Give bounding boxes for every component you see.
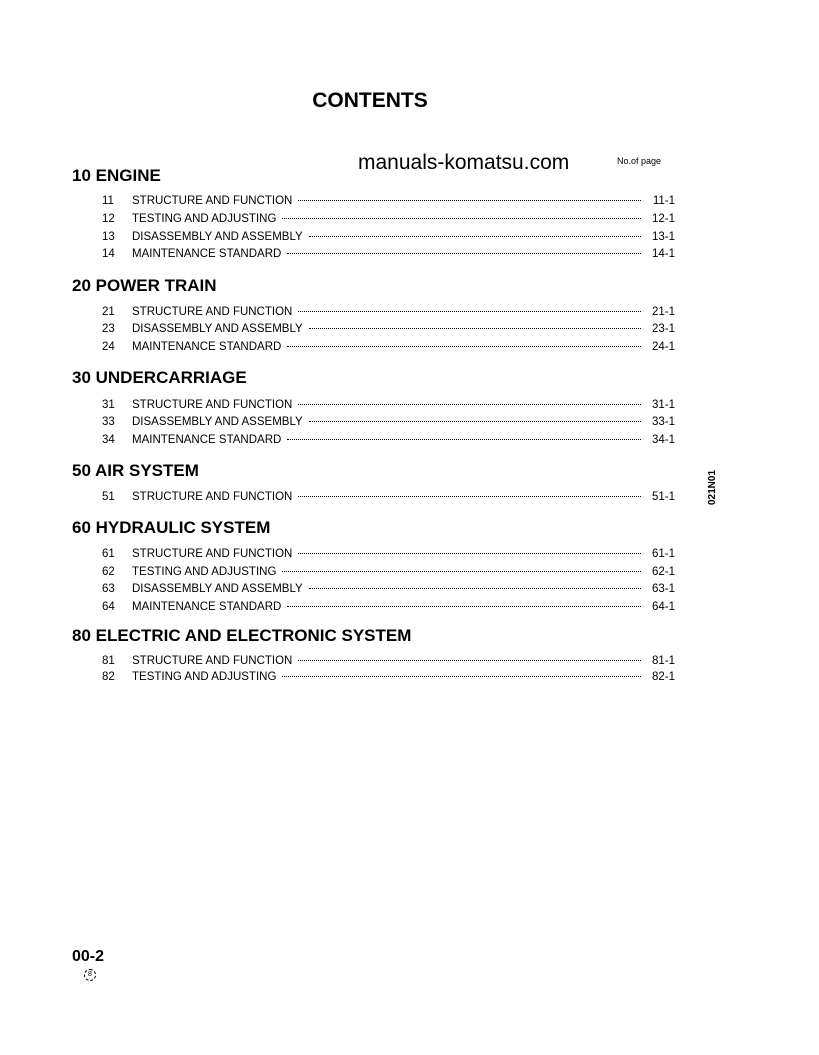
entry-number: 33 <box>102 416 115 428</box>
entry-number: 11 <box>102 195 114 207</box>
dot-leader <box>298 553 641 554</box>
toc-entry <box>102 566 675 578</box>
entry-title: DISASSEMBLY AND ASSEMBLY <box>132 231 303 243</box>
entry-title: STRUCTURE AND FUNCTION <box>132 306 293 318</box>
dot-leader <box>287 253 641 254</box>
toc-entry <box>102 231 675 243</box>
entry-page: 12-1 <box>651 213 675 225</box>
entry-page: 14-1 <box>651 248 675 260</box>
entry-number: 34 <box>102 434 115 446</box>
dot-leader <box>298 496 641 497</box>
toc-entry <box>102 248 675 260</box>
toc-entry <box>102 416 675 428</box>
dot-leader <box>298 660 641 661</box>
entry-title: DISASSEMBLY AND ASSEMBLY <box>132 416 303 428</box>
entry-page: 31-1 <box>651 399 675 411</box>
entry-page: 21-1 <box>651 306 675 318</box>
dot-leader <box>309 236 641 237</box>
dot-leader <box>282 218 641 219</box>
entry-number: 14 <box>102 248 115 260</box>
entry-title: TESTING AND ADJUSTING <box>132 671 277 683</box>
entry-page: 62-1 <box>651 566 675 578</box>
section-heading: 50 AIR SYSTEM <box>72 461 199 480</box>
entry-title: STRUCTURE AND FUNCTION <box>132 655 293 667</box>
entry-page: 33-1 <box>651 416 675 428</box>
section-heading: 10 ENGINE <box>72 166 161 185</box>
entry-title: DISASSEMBLY AND ASSEMBLY <box>132 583 303 595</box>
entry-number: 63 <box>102 583 115 595</box>
entry-title: MAINTENANCE STANDARD <box>132 434 282 446</box>
entry-title: DISASSEMBLY AND ASSEMBLY <box>132 323 303 335</box>
section-heading: 20 POWER TRAIN <box>72 276 217 295</box>
toc-entry <box>102 213 675 225</box>
dot-leader <box>298 404 641 405</box>
entry-title: TESTING AND ADJUSTING <box>132 213 277 225</box>
entry-page: 61-1 <box>651 548 675 560</box>
entry-title: TESTING AND ADJUSTING <box>132 566 277 578</box>
dot-leader <box>287 439 641 440</box>
section-heading: 60 HYDRAULIC SYSTEM <box>72 518 271 537</box>
dot-leader <box>298 311 641 312</box>
toc-entry <box>102 601 675 613</box>
entry-number: 62 <box>102 566 115 578</box>
dot-leader <box>309 328 641 329</box>
entry-page: 51-1 <box>651 491 675 503</box>
entry-number: 61 <box>102 548 115 560</box>
column-header: No.of page <box>617 156 662 166</box>
section-heading: 80 ELECTRIC AND ELECTRONIC SYSTEM <box>72 626 412 645</box>
entry-page: 24-1 <box>651 341 675 353</box>
section-heading: 30 UNDERCARRIAGE <box>72 368 247 387</box>
entry-number: 24 <box>102 341 115 353</box>
entry-number: 13 <box>102 231 115 243</box>
dot-leader <box>287 606 641 607</box>
entry-number: 31 <box>102 399 115 411</box>
toc-entry <box>102 583 675 595</box>
entry-page: 34-1 <box>651 434 675 446</box>
entry-page: 11-1 <box>652 195 675 207</box>
toc-entry <box>102 323 675 335</box>
toc-entry <box>102 399 675 411</box>
entry-title: STRUCTURE AND FUNCTION <box>132 491 293 503</box>
dot-leader <box>287 346 641 347</box>
watermark: manuals-komatsu.com <box>358 151 570 174</box>
entry-page: 82-1 <box>651 671 675 683</box>
entry-number: 82 <box>102 671 115 683</box>
toc-entry <box>102 434 675 446</box>
entry-number: 81 <box>102 655 115 667</box>
toc-entry <box>102 491 675 503</box>
side-code: 021N01 <box>707 469 719 506</box>
page-title: CONTENTS <box>312 89 428 112</box>
entry-number: 21 <box>102 306 115 318</box>
toc-entry <box>102 195 675 207</box>
entry-title: STRUCTURE AND FUNCTION <box>132 548 293 560</box>
entry-title: STRUCTURE AND FUNCTION <box>132 195 293 207</box>
page-number: 00-2 <box>72 948 105 965</box>
toc-entry <box>102 548 675 560</box>
entry-title: STRUCTURE AND FUNCTION <box>132 399 293 411</box>
toc-entry <box>102 341 675 353</box>
entry-number: 51 <box>102 491 115 503</box>
entry-title: MAINTENANCE STANDARD <box>132 601 282 613</box>
entry-page: 13-1 <box>651 231 675 243</box>
dot-leader <box>309 421 641 422</box>
toc-entry <box>102 655 675 667</box>
dot-leader <box>298 200 641 201</box>
entry-page: 81-1 <box>651 655 675 667</box>
entry-number: 64 <box>102 601 115 613</box>
toc-entry <box>102 671 675 683</box>
entry-number: 12 <box>102 213 115 225</box>
toc-entry <box>102 306 675 318</box>
revision-mark: 8 <box>84 969 96 981</box>
entry-page: 63-1 <box>651 583 675 595</box>
entry-page: 23-1 <box>651 323 675 335</box>
dot-leader <box>282 571 641 572</box>
entry-number: 23 <box>102 323 115 335</box>
entry-title: MAINTENANCE STANDARD <box>132 248 282 260</box>
entry-title: MAINTENANCE STANDARD <box>132 341 282 353</box>
entry-page: 64-1 <box>651 601 675 613</box>
dot-leader <box>282 676 641 677</box>
dot-leader <box>309 588 641 589</box>
